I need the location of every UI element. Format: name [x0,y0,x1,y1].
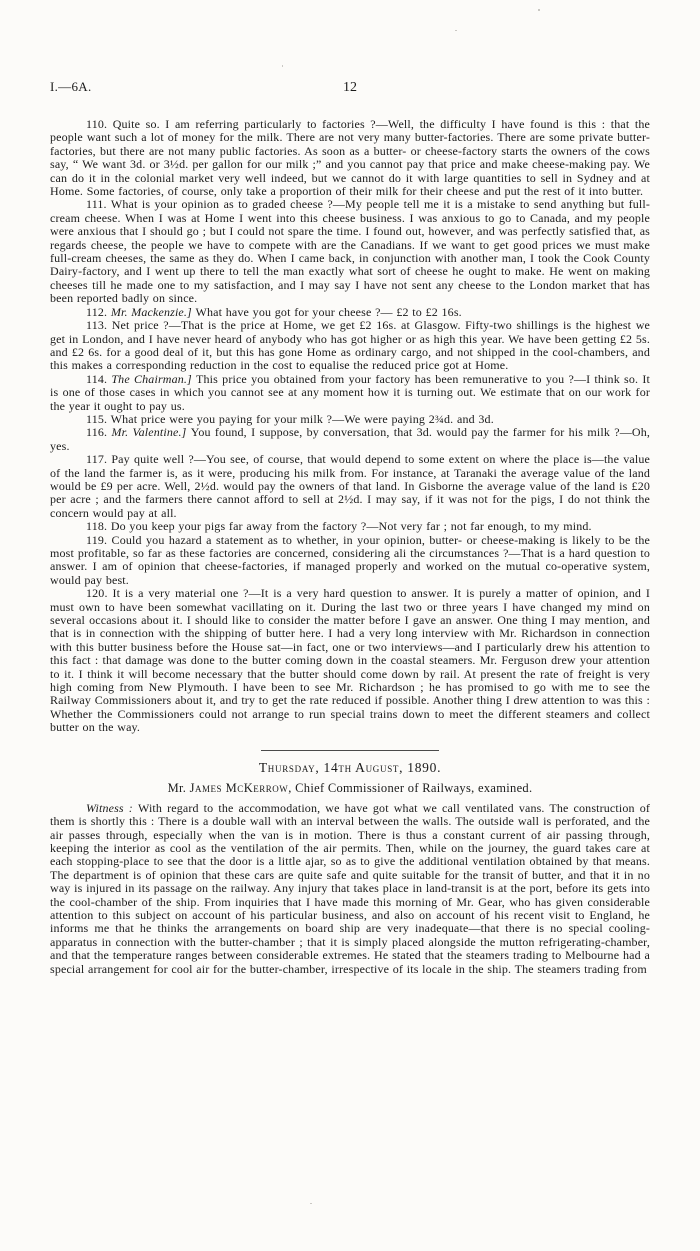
witness-title-prefix: Mr. [167,780,190,795]
question-number: 114. [86,371,112,386]
question-number: 110. [86,117,113,131]
paragraph-120 [50,587,650,734]
paragraph-118 [50,520,650,533]
running-header [50,80,650,95]
paragraph-text: This price you obtained from your factory has been remunerative to you ?—I think so. It is one of those cases in which you cannot see at any moment how it is turning out. We estimate that on our work for the year it ought to pay us. [50,371,650,413]
question-number: 111. [86,197,111,212]
paragraph-113 [50,319,650,373]
paragraph-text: Pay quite well ?—You see, of course, that would depend to some extent on where the place is—the value of the land the farmer is, as it were, producing his milk from. For instance, at Taranaki the average value of the land would be £9 per acre. Well, 2½d. would pay the owners of that land. In Gisborne the average value of the land is £20 per acre ; and the farmers there cannot afford to sell at 2½d. I may say, if it was not for the pigs, I do not think the concern would pay at all. [50,452,650,520]
scan-speck [310,1203,312,1204]
witness-label: Witness : [86,800,138,815]
speaker-name: The Chairman.] [111,371,197,386]
witness-role: , Chief Commissioner of Railways, examined. [288,780,533,795]
paragraph-text: What price were you paying for your milk ?—We were paying 2¾d. and 3d. [110,411,494,426]
paragraph-119 [50,534,650,588]
paragraph-111 [50,198,650,305]
paragraph-text: What is your opinion as to graded cheese ?—My people tell me it is a mistake to send anything but full-cream cheese. When I was at Home I went into this cheese business. I was anxious to go to Canada, and my people were anxious that I should go ; but I could not spare the time. I found out, however, and was perfectly satisfied that, as regards cheese, the people we have to compete with are the Canadians. If we want to get good prices we must make full-cream cheeses, the same as they do. When I came back, in conjunction with another man, I took the Cook County Dairy-factory, and I went up there to tell the man exactly what sort of cheese he ought to make. He went on making cheeses till he made one to my satisfaction, and I may say I have not sent any cheese to the London market that has been reported badly on since. [50,197,650,306]
transcript-section [50,118,650,735]
paragraph-text: You found, I suppose, by conversation, that 3d. would pay the farmer for his milk ?—Oh, yes. [50,425,651,453]
paragraph-text: Could you hazard a statement as to whether, in your opinion, butter- or cheese-making is likely to be the most profitable, so far as these factories are concerned, considering ali the circumstances ?—That is a hard question to answer. I am of opinion that cheese-factories, if managed properly and worked on the mutual co-operative system, would pay best. [50,532,650,587]
paragraph-114 [50,373,650,413]
speaker-name: Mr. Mackenzie.] [110,304,196,319]
report-id: I.—6A. [50,79,92,94]
paragraph-text: Do you keep your pigs far away from the factory ?—Not very far ; not far enough, to my mind. [110,519,592,534]
section-divider [261,750,439,751]
paragraph-text: Net price ?—That is the price at Home, we get £2 16s. at Glasgow. Fifty-two shillings is the highest we get in London, and I have never heard of anybody who has got higher or as high this year. We have been getting £2 5s. and £2 6s. for a good deal of it, but this has gone Home as ordinary cargo, and not shipped in the cool-chambers, and this makes a corresponding reduction in the cost to equalise the reduced price got at Home. [50,318,650,373]
question-number: 112. [86,304,111,319]
paragraph-110 [50,118,650,198]
paragraph-115 [50,413,650,426]
paragraph-117 [50,453,650,520]
scan-speck [455,30,457,31]
question-number: 116. [86,425,112,440]
paragraph-text: What have you got for your cheese ?— £2 to £2 16s. [195,304,462,319]
witness-heading [50,781,650,795]
paragraph-text: It is a very material one ?—It is a very hard question to answer. It is purely a matter of opinion, and I must own to have been somewhat vacillating on it. During the last two or three years I have changed my mind on several occasions about it. I should like to consider the matter before I gave an answer. One thing I may mention, and that is in connection with the shipping of butter here. I had a very long interview with Mr. Richardson in connection with this butter business before the House sat—in fact, one or two interviews—and I particularly drew his attention to this fact : that damage was done to the butter coming down in the coastal steamers. Mr. Ferguson drew your attention to it. I think it will become necessary that the butter should come down by rail. At present the rate of freight is very high coming from New Plymouth. I have been to see Mr. Richardson ; he has promised to go with me to see the Railway Commissioners about it, and try to get the rate reduced if possible. Another thing I drew attention to was this : Whether the Commissioners could not arrange to run special trains down to meet the different steamers and collect butter on the way. [50,586,651,735]
question-number: 115. [86,411,111,426]
paragraph-text: Quite so. I am referring particularly to factories ?—Well, the difficulty I have found is this : that the people want such a lot of money for the milk. There are not very many butter-factories. There are some private butter-factories, but there are not many public factories. As soon as a butter- or cheese-factory starts the owners of the cows say, “ We want 3d. or 3½d. per gallon for our milk ;” and you cannot pay that price and make cheese-making pay. We can do it in the colonial market very well indeed, but we cannot do it with large quantities to sell in Sydney and at Home. Some factories, of course, only take a proportion of their milk for their cheese and put the rest of it into butter. [50,117,650,199]
question-number: 117. [86,452,112,467]
speaker-name: Mr. Valentine.] [111,425,191,440]
paragraph-116 [50,426,650,453]
question-number: 119. [86,532,112,547]
witness-name: James McKerrow [189,780,289,795]
paragraph-112 [50,306,650,319]
scan-speck [538,9,540,11]
question-number: 120. [86,586,113,601]
question-number: 118. [86,519,111,534]
question-number: 113. [86,318,112,333]
witness-text: With regard to the accommodation, we have got what we call ventilated vans. The construction of them is shortly this : There is a double wall with an interval between the walls. The outside wall is perforated, and the air passes through, especially when the van is in motion. There is thus a constant current of air passing through, keeping the interior as cool as the ventilation of the air permits. Then, while on the journey, the guard takes care at each stopping-place to see that the door is a little ajar, so as to give the additional ventilation obtained by that means. The department is of opinion that these cars are quite safe and quite suitable for the transit of butter, and that it in no way is injured in its passage on the railway. Any injury that takes place in land-transit is at the port, before its gets into the cool-chamber of the ship. From inquiries that I have made this morning of Mr. Gear, who has given considerable attention to this subject on account of his particular business, and also on account of his recent visit to England, he informs me that he thinks the arrangements on board ship are very inadequate—that there is no special cooling-apparatus in connection with the butter-chamber ; that it is simply placed alongside the mutton refrigerating-chamber, and that the temperature ranges between considerable extremes. He stated that the steamers trading to Melbourne had a special arrangement for cool air for the butter-chamber, irrespective of its locale in the ship. The steamers trading from [50,800,650,976]
session-date-heading: Thursday, 14th August, 1890. [258,759,442,775]
scan-speck [282,65,283,67]
witness-paragraph [50,802,650,976]
page-number: 12 [343,80,357,95]
